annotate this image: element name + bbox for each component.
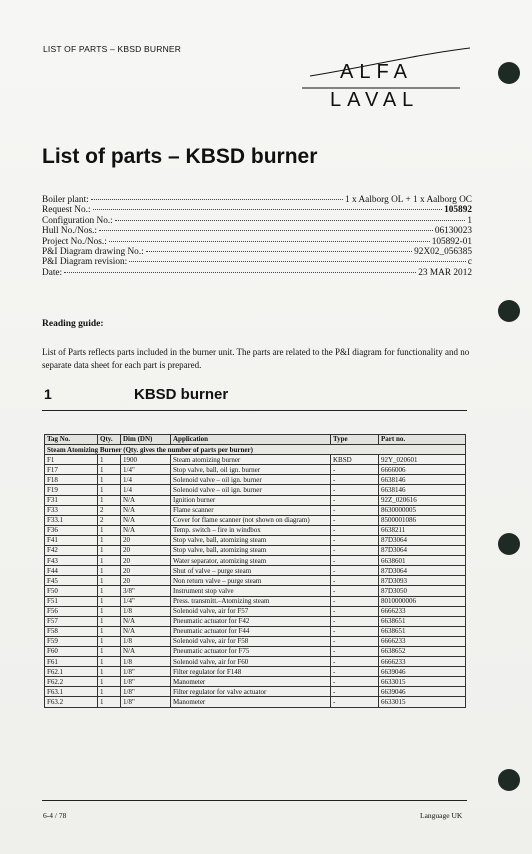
table-cell: F51 bbox=[45, 596, 98, 606]
table-cell: 6666233 bbox=[379, 636, 466, 646]
reading-guide-text: List of Parts reflects parts included in the burner unit. The parts are related to the P&I diagram for functionality and no separate data sheet for each part is prepared. bbox=[42, 347, 470, 370]
dot-leader bbox=[146, 251, 412, 252]
table-row bbox=[45, 495, 466, 505]
table-row bbox=[45, 596, 466, 606]
table-row bbox=[45, 505, 466, 515]
table-cell: 1 bbox=[98, 687, 121, 697]
table-cell: Pneumatic actuator for F75 bbox=[171, 646, 331, 656]
table-cell: - bbox=[331, 596, 379, 606]
table-cell: 1 bbox=[98, 535, 121, 545]
table-cell: Shut of valve – purge steam bbox=[171, 566, 331, 576]
table-cell: - bbox=[331, 546, 379, 556]
table-cell: Manometer bbox=[171, 677, 331, 687]
table-row bbox=[45, 657, 466, 667]
table-cell: 8010000006 bbox=[379, 596, 466, 606]
table-cell: - bbox=[331, 687, 379, 697]
table-row bbox=[45, 566, 466, 576]
table-row bbox=[45, 636, 466, 646]
table-cell: 1/8" bbox=[121, 687, 171, 697]
table-cell: 1 bbox=[98, 566, 121, 576]
table-cell: 1 bbox=[98, 646, 121, 656]
table-row bbox=[45, 535, 466, 545]
info-row bbox=[42, 205, 472, 215]
table-cell: - bbox=[331, 515, 379, 525]
table-cell: Water separator, atomizing steam bbox=[171, 556, 331, 566]
table-row bbox=[45, 576, 466, 586]
table-cell: N/A bbox=[121, 505, 171, 515]
info-value: 105892 bbox=[444, 205, 472, 216]
table-cell: F63.1 bbox=[45, 687, 98, 697]
table-cell: Stop valve, ball, oil ign. burner bbox=[171, 465, 331, 475]
table-cell: Solenoid valve, air for F58 bbox=[171, 636, 331, 646]
table-cell: 1 bbox=[98, 465, 121, 475]
info-row bbox=[42, 195, 472, 205]
table-row bbox=[45, 515, 466, 525]
table-cell: F43 bbox=[45, 556, 98, 566]
table-cell: - bbox=[331, 485, 379, 495]
table-cell: 1/4 bbox=[121, 485, 171, 495]
table-row bbox=[45, 556, 466, 566]
table-cell: 1/4" bbox=[121, 465, 171, 475]
table-cell: 1/8 bbox=[121, 636, 171, 646]
info-row bbox=[42, 268, 472, 278]
table-cell: 3/8" bbox=[121, 586, 171, 596]
table-cell: 1 bbox=[98, 586, 121, 596]
table-cell: 1 bbox=[98, 576, 121, 586]
table-cell: - bbox=[331, 495, 379, 505]
table-cell: N/A bbox=[121, 515, 171, 525]
table-row bbox=[45, 626, 466, 636]
table-cell: Temp. switch – fire in windbox bbox=[171, 525, 331, 535]
table-cell: Flame scanner bbox=[171, 505, 331, 515]
table-cell: 1 bbox=[98, 596, 121, 606]
table-cell: F44 bbox=[45, 566, 98, 576]
project-info-block bbox=[42, 195, 472, 278]
punch-hole-bottom bbox=[498, 769, 520, 791]
table-cell: - bbox=[331, 636, 379, 646]
column-header: Qty. bbox=[98, 435, 121, 445]
table-cell: F56 bbox=[45, 606, 98, 616]
table-cell: 6638601 bbox=[379, 556, 466, 566]
table-row bbox=[45, 606, 466, 616]
column-header: Application bbox=[171, 435, 331, 445]
page-number: 6-4 / 78 bbox=[43, 811, 67, 820]
page-title: List of parts – KBSD burner bbox=[42, 145, 318, 168]
info-label: Hull No./Nos.: bbox=[42, 226, 98, 237]
table-cell: 1 bbox=[98, 697, 121, 707]
logo-line1: ALFA bbox=[340, 61, 413, 83]
info-label: Date: bbox=[42, 267, 63, 278]
table-row bbox=[45, 546, 466, 556]
info-label: P&I Diagram revision: bbox=[42, 257, 128, 268]
footer-divider bbox=[42, 800, 467, 801]
alfa-laval-logo bbox=[300, 46, 475, 114]
table-cell: Solenoid valve – oil ign. burner bbox=[171, 485, 331, 495]
table-cell: 1 bbox=[98, 475, 121, 485]
table-row bbox=[45, 677, 466, 687]
dot-leader bbox=[115, 220, 466, 221]
table-cell: Stop valve, ball, atomizing steam bbox=[171, 546, 331, 556]
table-cell: F45 bbox=[45, 576, 98, 586]
table-cell: F17 bbox=[45, 465, 98, 475]
info-label: Request No.: bbox=[42, 205, 91, 216]
table-cell: - bbox=[331, 525, 379, 535]
table-cell: Manometer bbox=[171, 697, 331, 707]
column-header: Dim (DN) bbox=[121, 435, 171, 445]
table-cell: 2 bbox=[98, 505, 121, 515]
table-cell: 1 bbox=[98, 546, 121, 556]
table-cell: 1900 bbox=[121, 455, 171, 465]
table-cell: 6638146 bbox=[379, 485, 466, 495]
dot-leader bbox=[99, 230, 433, 231]
table-cell: F59 bbox=[45, 636, 98, 646]
info-row bbox=[42, 247, 472, 257]
table-cell: - bbox=[331, 505, 379, 515]
table-cell: 87D3064 bbox=[379, 546, 466, 556]
table-row bbox=[45, 616, 466, 626]
table-cell: 87D3093 bbox=[379, 576, 466, 586]
table-row bbox=[45, 697, 466, 707]
table-cell: 20 bbox=[121, 546, 171, 556]
dot-leader bbox=[129, 261, 466, 262]
table-cell: N/A bbox=[121, 495, 171, 505]
punch-hole-mid-upper bbox=[498, 300, 520, 322]
table-cell: 6633015 bbox=[379, 677, 466, 687]
section-number: 1 bbox=[44, 386, 52, 402]
info-label: Project No./Nos.: bbox=[42, 236, 107, 247]
table-cell: 1 bbox=[98, 495, 121, 505]
table-cell: N/A bbox=[121, 646, 171, 656]
column-header: Tag No. bbox=[45, 435, 98, 445]
table-cell: 1 bbox=[98, 667, 121, 677]
table-cell: 6638146 bbox=[379, 475, 466, 485]
table-cell: - bbox=[331, 576, 379, 586]
info-row bbox=[42, 226, 472, 236]
punch-hole-top bbox=[498, 62, 520, 84]
table-cell: 20 bbox=[121, 556, 171, 566]
table-cell: Filter regulator for F148 bbox=[171, 667, 331, 677]
table-row bbox=[45, 475, 466, 485]
table-cell: - bbox=[331, 677, 379, 687]
table-cell: 92Z_020616 bbox=[379, 495, 466, 505]
table-cell: 6638651 bbox=[379, 616, 466, 626]
table-cell: - bbox=[331, 535, 379, 545]
table-cell: Solenoid valve – oil ign. burner bbox=[171, 475, 331, 485]
info-value: 1 x Aalborg OL + 1 x Aalborg OC bbox=[345, 195, 472, 205]
info-label: Configuration No.: bbox=[42, 215, 113, 226]
table-cell: - bbox=[331, 626, 379, 636]
info-row bbox=[42, 257, 472, 267]
table-cell: Solenoid valve, air for F60 bbox=[171, 657, 331, 667]
table-cell: F33.1 bbox=[45, 515, 98, 525]
table-cell: Stop valve, ball, atomizing steam bbox=[171, 535, 331, 545]
table-header-row bbox=[45, 435, 466, 445]
info-value: 92X02_056385 bbox=[414, 247, 472, 258]
table-cell: N/A bbox=[121, 525, 171, 535]
dot-leader bbox=[93, 209, 443, 210]
table-row bbox=[45, 687, 466, 697]
table-cell: F31 bbox=[45, 495, 98, 505]
table-cell: 87D3050 bbox=[379, 586, 466, 596]
info-value: 06130023 bbox=[434, 226, 472, 237]
table-cell: - bbox=[331, 566, 379, 576]
table-cell: 87D3064 bbox=[379, 535, 466, 545]
table-cell: - bbox=[331, 475, 379, 485]
section-divider bbox=[42, 410, 467, 411]
table-cell: 6639046 bbox=[379, 667, 466, 677]
table-cell: Pneumatic actuator for F42 bbox=[171, 616, 331, 626]
table-cell: Solenoid valve, air for F57 bbox=[171, 606, 331, 616]
punch-hole-mid-lower bbox=[498, 533, 520, 555]
table-cell: - bbox=[331, 606, 379, 616]
table-cell: F63.2 bbox=[45, 697, 98, 707]
section-title: KBSD burner bbox=[134, 386, 229, 403]
table-cell: - bbox=[331, 697, 379, 707]
table-cell: F62.2 bbox=[45, 677, 98, 687]
table-cell: 1 bbox=[98, 525, 121, 535]
info-value: c bbox=[467, 257, 472, 268]
table-cell: 1 bbox=[98, 485, 121, 495]
table-cell: 1/4" bbox=[121, 596, 171, 606]
table-cell: 6666006 bbox=[379, 465, 466, 475]
table-cell: 6666233 bbox=[379, 606, 466, 616]
table-cell: F1 bbox=[45, 455, 98, 465]
info-label: Boiler plant: bbox=[42, 195, 89, 205]
table-row bbox=[45, 646, 466, 656]
table-cell: - bbox=[331, 586, 379, 596]
table-cell: 1 bbox=[98, 455, 121, 465]
table-cell: F19 bbox=[45, 485, 98, 495]
table-cell: 1 bbox=[98, 616, 121, 626]
table-cell: KBSD bbox=[331, 455, 379, 465]
table-cell: F36 bbox=[45, 525, 98, 535]
table-cell: 6666233 bbox=[379, 657, 466, 667]
table-cell: F50 bbox=[45, 586, 98, 596]
table-cell: 6633015 bbox=[379, 697, 466, 707]
info-label: P&I Diagram drawing No.: bbox=[42, 247, 144, 258]
table-cell: 8630000005 bbox=[379, 505, 466, 515]
table-cell: - bbox=[331, 657, 379, 667]
table-row bbox=[45, 485, 466, 495]
table-cell: 6638651 bbox=[379, 626, 466, 636]
info-value: 23 MAR 2012 bbox=[418, 267, 472, 278]
table-cell: F61 bbox=[45, 657, 98, 667]
table-cell: 6638211 bbox=[379, 525, 466, 535]
table-cell: 87D3064 bbox=[379, 566, 466, 576]
table-cell: F58 bbox=[45, 626, 98, 636]
table-cell: F42 bbox=[45, 546, 98, 556]
table-row bbox=[45, 525, 466, 535]
table-cell: 6638652 bbox=[379, 646, 466, 656]
table-cell: 1 bbox=[98, 677, 121, 687]
logo-line2: LAVAL bbox=[330, 89, 420, 111]
table-cell: 1 bbox=[98, 556, 121, 566]
column-header: Type bbox=[331, 435, 379, 445]
table-cell: - bbox=[331, 465, 379, 475]
table-cell: 1/8 bbox=[121, 657, 171, 667]
table-cell: Press. transmitt.–Atomizing steam bbox=[171, 596, 331, 606]
table-cell: 2 bbox=[98, 515, 121, 525]
dot-leader bbox=[91, 199, 343, 200]
language-label: Language UK bbox=[420, 811, 463, 820]
group-row bbox=[45, 445, 466, 455]
table-cell: 1 bbox=[98, 606, 121, 616]
table-cell: Ignition burner bbox=[171, 495, 331, 505]
table-row bbox=[45, 455, 466, 465]
table-cell: 20 bbox=[121, 535, 171, 545]
table-cell: 1/8 bbox=[121, 606, 171, 616]
table-cell: F33 bbox=[45, 505, 98, 515]
table-cell: F62.1 bbox=[45, 667, 98, 677]
table-cell: F18 bbox=[45, 475, 98, 485]
table-cell: Instrument stop valve bbox=[171, 586, 331, 596]
table-row bbox=[45, 465, 466, 475]
table-cell: 20 bbox=[121, 566, 171, 576]
table-cell: 1/8" bbox=[121, 667, 171, 677]
table-cell: - bbox=[331, 616, 379, 626]
table-cell: 1/8" bbox=[121, 677, 171, 687]
table-cell: Pneumatic actuator for F44 bbox=[171, 626, 331, 636]
info-value: 105892-01 bbox=[431, 236, 472, 247]
table-cell: 1/8" bbox=[121, 697, 171, 707]
table-cell: N/A bbox=[121, 626, 171, 636]
table-cell: 6639046 bbox=[379, 687, 466, 697]
column-header: Part no. bbox=[379, 435, 466, 445]
table-row bbox=[45, 667, 466, 677]
table-cell: 8500001086 bbox=[379, 515, 466, 525]
parts-table bbox=[44, 434, 466, 708]
table-cell: 1 bbox=[98, 636, 121, 646]
table-cell: 92Y_020601 bbox=[379, 455, 466, 465]
table-row bbox=[45, 586, 466, 596]
table-cell: - bbox=[331, 646, 379, 656]
table-cell: 1/4 bbox=[121, 475, 171, 485]
table-cell: Filter regulator for valve actuator bbox=[171, 687, 331, 697]
table-cell: - bbox=[331, 556, 379, 566]
table-cell: N/A bbox=[121, 616, 171, 626]
dot-leader bbox=[109, 241, 430, 242]
table-cell: F57 bbox=[45, 616, 98, 626]
info-row bbox=[42, 216, 472, 226]
table-cell: Cover for flame scanner (not shown on diagram) bbox=[171, 515, 331, 525]
table-cell: 1 bbox=[98, 626, 121, 636]
table-cell: Steam atomizing burner bbox=[171, 455, 331, 465]
dot-leader bbox=[64, 272, 416, 273]
table-cell: - bbox=[331, 667, 379, 677]
table-cell: 1 bbox=[98, 657, 121, 667]
table-cell: F60 bbox=[45, 646, 98, 656]
info-row bbox=[42, 237, 472, 247]
table-cell: F41 bbox=[45, 535, 98, 545]
info-value: 1 bbox=[467, 215, 472, 226]
group-label: Steam Atomizing Burner (Qty. gives the number of parts per burner) bbox=[45, 445, 466, 455]
table-cell: Non return valve – purge steam bbox=[171, 576, 331, 586]
reading-guide-heading: Reading guide: bbox=[42, 319, 104, 329]
running-header: LIST OF PARTS – KBSD BURNER bbox=[43, 44, 182, 54]
table-cell: 20 bbox=[121, 576, 171, 586]
